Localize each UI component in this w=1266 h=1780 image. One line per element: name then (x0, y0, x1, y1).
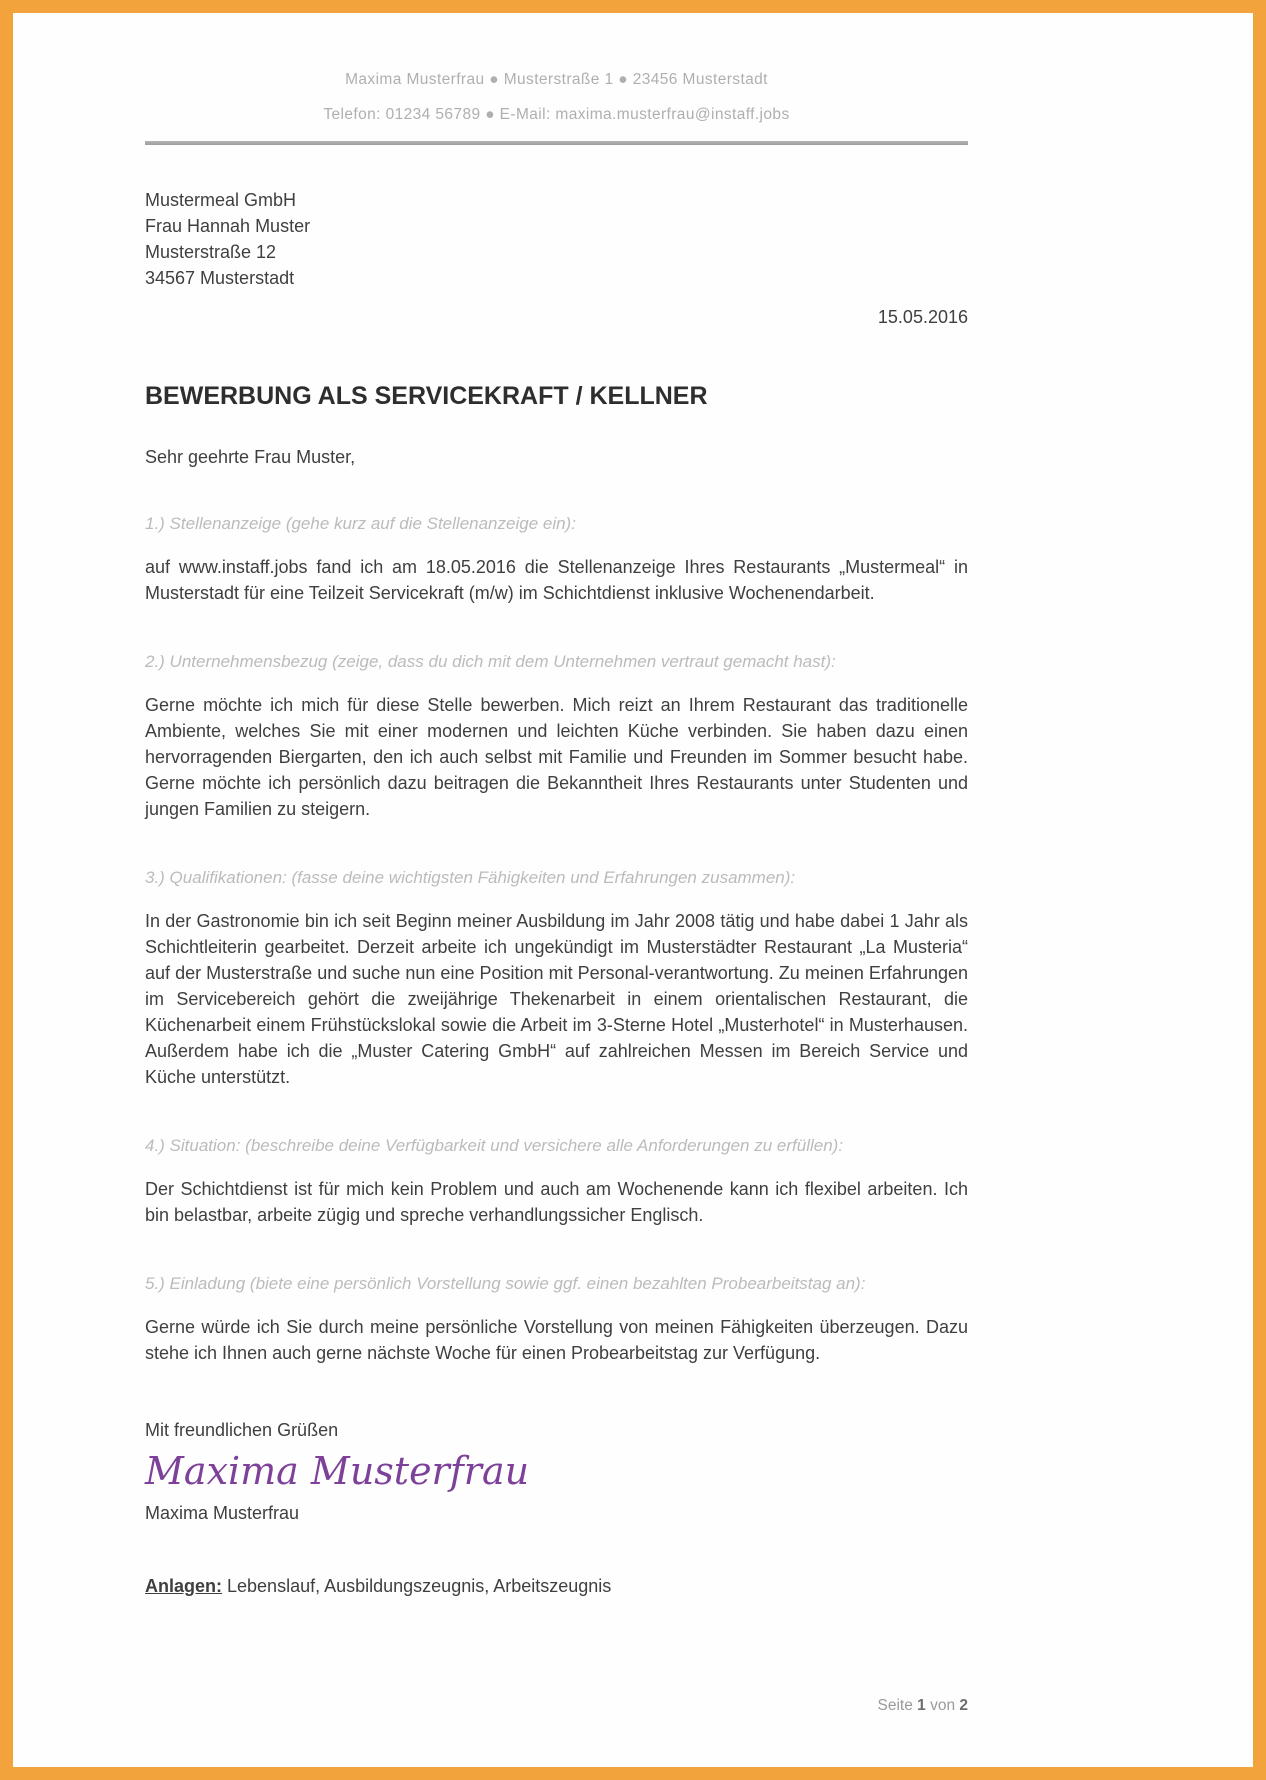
recipient-city: 34567 Musterstadt (145, 268, 295, 288)
section-einladung (145, 1274, 968, 1366)
footer-of-word: von (925, 1697, 960, 1714)
sender-header (145, 71, 968, 124)
section-heading-1: 1.) Stellenanzeige (gehe kurz auf die Stellenanzeige ein): (145, 514, 576, 533)
section-body-1: auf www.instaff.jobs fand ich am 18.05.2016 die Stellenanzeige Ihres Restaurants „Mustermeal“ in Musterstadt für eine Teilzeit Servicekraft (m/w) im Schichtdienst inklusive Wochenendarbeit. (145, 557, 968, 603)
page-footer (878, 1697, 969, 1715)
section-body-2: Gerne möchte ich mich für diese Stelle bewerben. Mich reizt an Ihrem Restaurant das traditionelle Ambiente, welches Sie mit einer modernen und leichten Küche verbinden. Sie haben dazu einen hervorragenden Biergarten, den ich auch selbst mit Familie und Freunden im Sommer besucht habe. Gerne möchte ich persönlich dazu beitragen die Bekanntheit Ihres Restaurants unter Studenten und jungen Familien zu steigern. (145, 695, 968, 819)
section-qualifikationen (145, 868, 968, 1090)
signature-printed-name: Maxima Musterfrau (145, 1503, 300, 1523)
subject-line: BEWERBUNG ALS SERVICEKRAFT / KELLNER (145, 382, 708, 410)
recipient-contact: Frau Hannah Muster (145, 216, 311, 236)
section-stellenanzeige (145, 514, 968, 606)
sender-contact-line-2: Telefon: 01234 56789 ● E-Mail: maxima.musterfrau@instaff.jobs (323, 106, 790, 123)
signature-handwritten: Maxima Musterfrau (145, 1449, 530, 1493)
attachments-line (145, 1576, 968, 1597)
section-body-3: In der Gastronomie bin ich seit Beginn meiner Ausbildung im Jahr 2008 tätig und habe dabei 1 Jahr als Schichtleiterin gearbeitet. Derzeit arbeite ich ungekündigt im Musterstädter Restaurant „La Musteria“ auf der Musterstraße und suche nun eine Position mit Personal-verantwortung. Zu meinen Erfahrungen im Servicebereich gehört die zweijährige Thekenarbeit in einem orientalischen Restaurant, die Küchenarbeit einem Frühstückslokal sowie die Arbeit im 3-Sterne Hotel „Musterhotel“ in Musterhausen. Außerdem habe ich die „Muster Catering GmbH“ auf zahlreichen Messen im Bereich Service und Küche unterstützt. (145, 911, 968, 1087)
recipient-address-block (145, 187, 968, 291)
header-divider (145, 141, 968, 145)
recipient-street: Musterstraße 12 (145, 242, 277, 262)
sender-contact-line-1: Maxima Musterfrau ● Musterstraße 1 ● 23456 Musterstadt (345, 71, 768, 88)
section-unternehmensbezug (145, 652, 968, 822)
footer-current-page: 1 (917, 1697, 926, 1714)
closing-phrase: Mit freundlichen Grüßen (145, 1420, 339, 1440)
letter-date: 15.05.2016 (877, 307, 968, 327)
section-heading-4: 4.) Situation: (beschreibe deine Verfügbarkeit und versichere alle Anforderungen zu erfüllen): (145, 1136, 844, 1155)
section-heading-2: 2.) Unternehmensbezug (zeige, dass du dich mit dem Unternehmen vertraut gemacht hast): (145, 652, 836, 671)
attachments-label: Anlagen: (145, 1576, 223, 1596)
recipient-company: Mustermeal GmbH (145, 190, 297, 210)
section-heading-5: 5.) Einladung (biete eine persönlich Vorstellung sowie ggf. einen bezahlten Probearbeitstag an): (145, 1274, 866, 1293)
footer-total-pages: 2 (959, 1697, 968, 1714)
section-body-4: Der Schichtdienst ist für mich kein Problem und auch am Wochenende kann ich flexibel arbeiten. Ich bin belastbar, arbeite zügig und spreche verhandlungssicher Englisch. (145, 1179, 968, 1225)
salutation: Sehr geehrte Frau Muster, (145, 447, 356, 467)
section-body-5: Gerne würde ich Sie durch meine persönliche Vorstellung von meinen Fähigkeiten überzeugen. Dazu stehe ich Ihnen auch gerne nächste Woche für einen Probearbeitstag zur Verfügung. (145, 1317, 968, 1363)
section-situation (145, 1136, 968, 1228)
attachments-items: Lebenslauf, Ausbildungszeugnis, Arbeitszeugnis (222, 1576, 612, 1596)
footer-page-word: Seite (877, 1697, 918, 1714)
section-heading-3: 3.) Qualifikationen: (fasse deine wichtigsten Fähigkeiten und Erfahrungen zusammen): (145, 868, 796, 887)
